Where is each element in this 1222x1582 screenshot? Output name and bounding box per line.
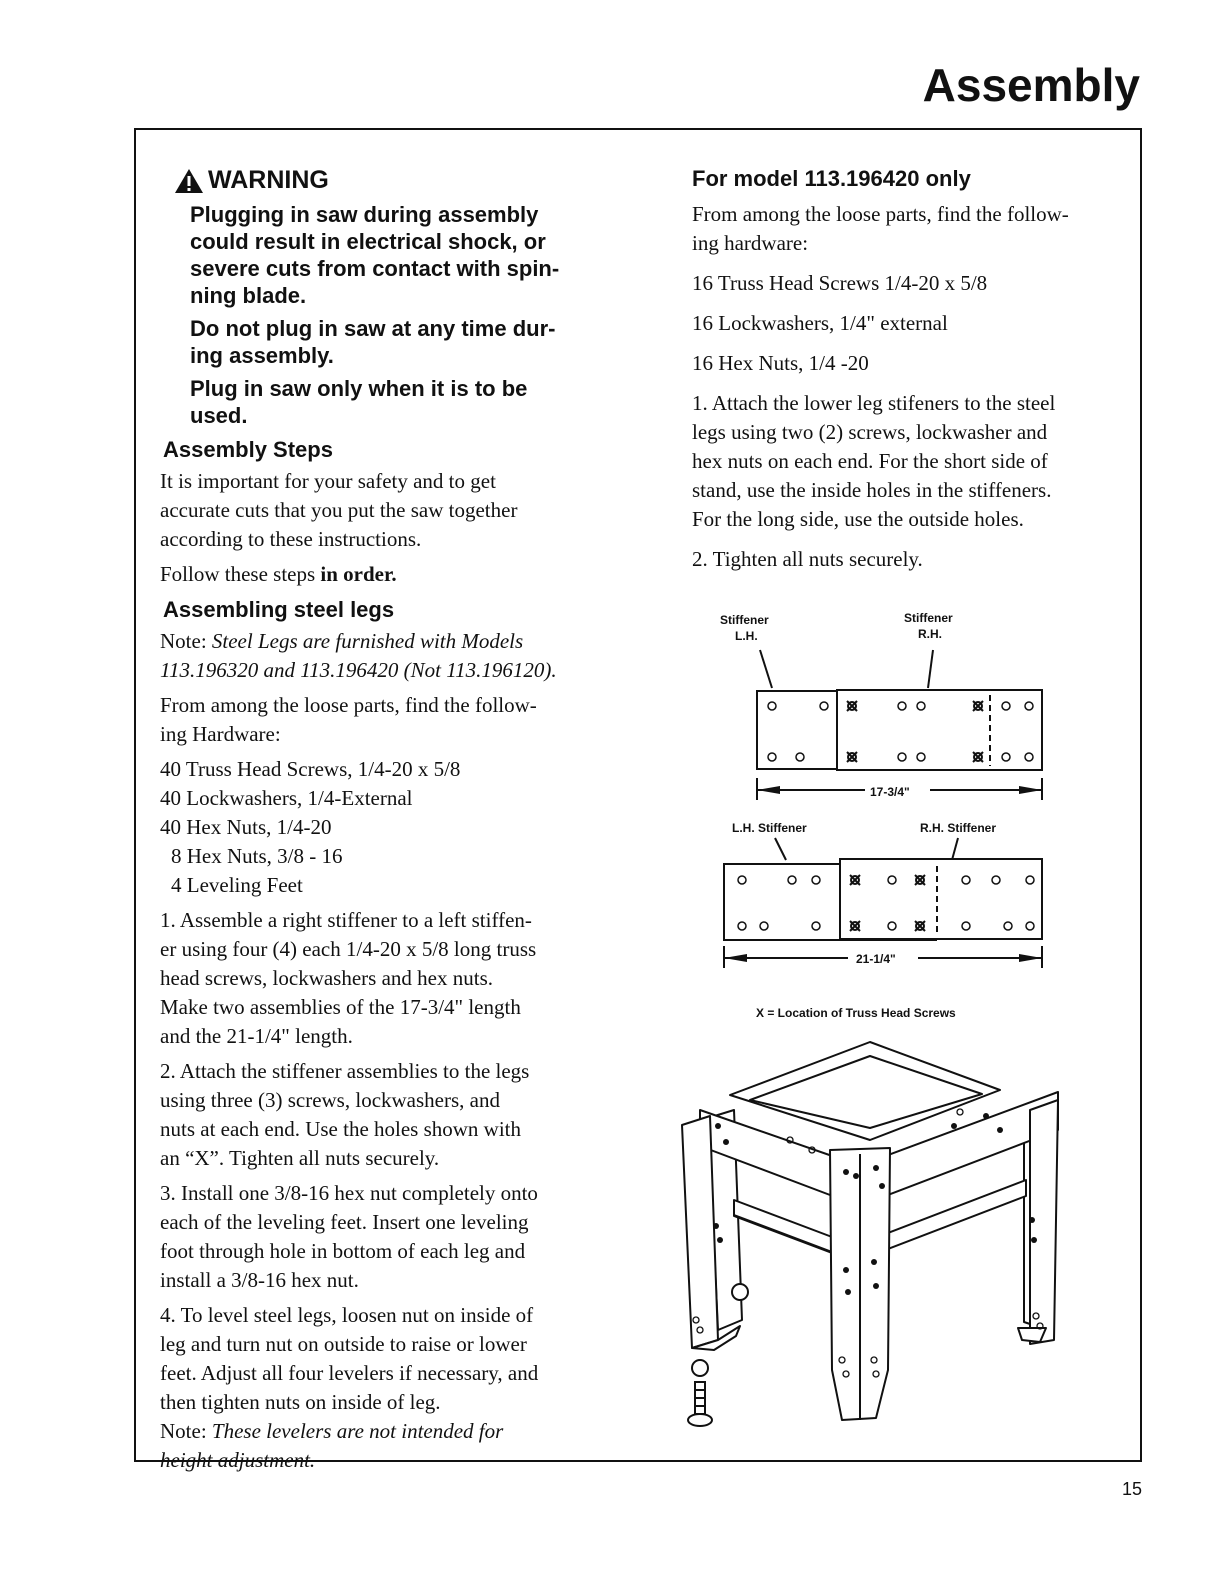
follow-prefix: Follow these steps	[160, 562, 321, 586]
hardware-item: 4 Leveling Feet	[171, 873, 303, 897]
text-line: according to these instructions.	[160, 527, 422, 551]
text-line: ing Hardware:	[160, 722, 281, 746]
warning-triangle-icon	[174, 168, 204, 194]
model-heading: For model 113.196420 only	[692, 166, 971, 191]
text-line: leg and turn nut on outside to raise or lower	[160, 1332, 527, 1356]
step-4	[160, 1301, 595, 1417]
models-note	[160, 627, 595, 685]
warning-line: Do not plug in saw at any time dur-	[190, 316, 556, 341]
text-line: using three (3) screws, lockwashers, and	[160, 1088, 500, 1112]
note-label: Note:	[160, 629, 212, 653]
diagram1-label-left-2: L.H.	[735, 629, 758, 643]
page-title: Assembly	[922, 59, 1140, 111]
text-line: 4. To level steel legs, loosen nut on inside of	[160, 1303, 534, 1327]
text-line: For the long side, use the outside holes.	[692, 507, 1024, 531]
warning-paragraph-1	[160, 201, 595, 309]
text-line: foot through hole in bottom of each leg and	[160, 1239, 526, 1263]
text-line: From among the loose parts, find the follow-	[692, 202, 1069, 226]
text-line: It is important for your safety and to get	[160, 469, 496, 493]
text-line: From among the loose parts, find the follow-	[160, 693, 537, 717]
right-step-2: 2. Tighten all nuts securely.	[692, 547, 923, 571]
text-line: 2. Attach the stiffener assemblies to the legs	[160, 1059, 530, 1083]
screw-location-legend: X = Location of Truss Head Screws	[756, 1006, 956, 1020]
follow-bold: in order.	[320, 562, 397, 586]
text-line: 1. Assemble a right stiffener to a left stiffen-	[160, 908, 532, 932]
diagram1-label-right-2: R.H.	[918, 627, 942, 641]
loose-parts-intro	[692, 200, 1122, 258]
step-1	[160, 906, 595, 1051]
hardware-list	[160, 755, 595, 900]
stiffener-diagram-21	[700, 812, 1060, 1032]
text-line: ing hardware:	[692, 231, 809, 255]
note-text: These levelers are not intended for	[211, 1419, 504, 1443]
hardware-item: 40 Truss Head Screws, 1/4-20 x 5/8	[160, 757, 461, 781]
steps-intro	[160, 467, 595, 554]
stiffener-diagram-17	[700, 600, 1060, 800]
text-line: hex nuts on each end. For the short side of	[692, 449, 1048, 473]
warning-line: ning blade.	[190, 283, 307, 308]
text-line: 1. Attach the lower leg stifeners to the steel	[692, 391, 1056, 415]
text-line: 3. Install one 3/8-16 hex nut completely onto	[160, 1181, 538, 1205]
warning-heading	[174, 166, 595, 195]
note-text: Steel Legs are furnished with Models	[211, 629, 524, 653]
diagram2-label-left: L.H. Stiffener	[732, 821, 807, 835]
hardware-item: 8 Hex Nuts, 3/8 - 16	[171, 844, 343, 868]
hardware-item: 16 Truss Head Screws 1/4-20 x 5/8	[692, 271, 988, 295]
left-column	[160, 166, 595, 1475]
note-label: Note:	[160, 1419, 212, 1443]
follow-order-line	[160, 560, 595, 589]
loose-parts-intro	[160, 691, 595, 749]
diagram1-label-right-1: Stiffener	[904, 611, 953, 625]
note-text: 113.196320 and 113.196420 (Not 113.196120).	[160, 658, 557, 682]
text-line: head screws, lockwashers and hex nuts.	[160, 966, 493, 990]
text-line: feet. Adjust all four levelers if necessary, and	[160, 1361, 539, 1385]
hardware-item: 16 Hex Nuts, 1/4 -20	[692, 351, 869, 375]
warning-line: could result in electrical shock, or	[190, 229, 546, 254]
text-line: an “X”. Tighten all nuts securely.	[160, 1146, 440, 1170]
warning-line: Plugging in saw during assembly	[190, 202, 539, 227]
diagram2-dimension: 21-1/4"	[856, 952, 896, 966]
text-line: then tighten nuts on inside of leg.	[160, 1390, 441, 1414]
diagram1-label-left-1: Stiffener	[720, 613, 769, 627]
page-number: 15	[1121, 1479, 1142, 1499]
warning-paragraph-3	[160, 375, 595, 429]
text-line: and the 21-1/4" length.	[160, 1024, 353, 1048]
warning-label: WARNING	[208, 166, 329, 194]
right-step-1	[692, 389, 1122, 534]
note-text: height adjustment.	[160, 1448, 316, 1472]
warning-line: severe cuts from contact with spin-	[190, 256, 560, 281]
text-line: install a 3/8-16 hex nut.	[160, 1268, 359, 1292]
leg-stand-illustration	[670, 1030, 1070, 1450]
step-3	[160, 1179, 595, 1295]
warning-line: ing assembly.	[190, 343, 334, 368]
text-line: each of the leveling feet. Insert one leveling	[160, 1210, 529, 1234]
step-2	[160, 1057, 595, 1173]
text-line: legs using two (2) screws, lockwasher and	[692, 420, 1048, 444]
hardware-item: 40 Hex Nuts, 1/4-20	[160, 815, 332, 839]
text-line: stand, use the inside holes in the stiffeners.	[692, 478, 1052, 502]
text-line: accurate cuts that you put the saw together	[160, 498, 518, 522]
assembly-steps-heading: Assembly Steps	[163, 437, 333, 462]
diagram2-label-right: R.H. Stiffener	[920, 821, 997, 835]
text-line: Make two assemblies of the 17-3/4" length	[160, 995, 521, 1019]
levelers-note	[160, 1417, 595, 1475]
text-line: nuts at each end. Use the holes shown with	[160, 1117, 522, 1141]
right-column	[692, 166, 1122, 574]
hardware-item: 16 Lockwashers, 1/4" external	[692, 311, 948, 335]
hardware-item: 40 Lockwashers, 1/4-External	[160, 786, 413, 810]
text-line: er using four (4) each 1/4-20 x 5/8 long truss	[160, 937, 537, 961]
warning-line: used.	[190, 403, 248, 428]
warning-paragraph-2	[160, 315, 595, 369]
diagram1-dimension: 17-3/4"	[870, 785, 910, 799]
warning-line: Plug in saw only when it is to be	[190, 376, 528, 401]
steel-legs-heading: Assembling steel legs	[163, 597, 395, 622]
